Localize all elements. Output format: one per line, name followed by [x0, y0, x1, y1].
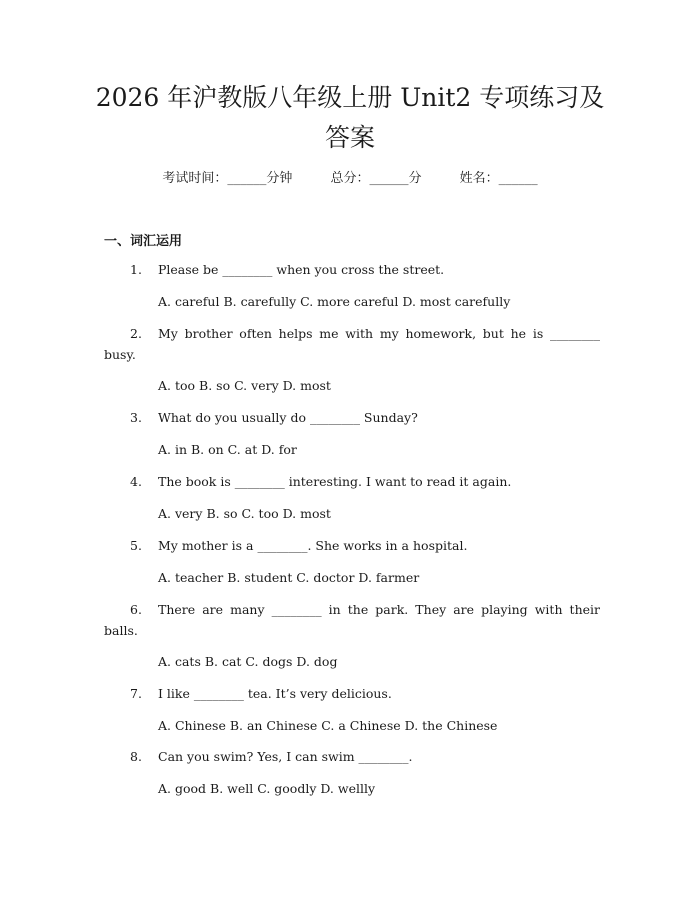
question-text: Please be ________ when you cross the street.: [158, 262, 445, 277]
question-8: [104, 746, 600, 767]
question-text: What do you usually do ________ Sunday?: [158, 410, 418, 425]
question-text: Can you swim? Yes, I can swim ________.: [158, 749, 413, 764]
question-7: [104, 683, 600, 704]
question-number: 4.: [130, 474, 142, 489]
question-2-options: A. too B. so C. very D. most: [158, 378, 331, 393]
question-1-options: A. careful B. carefully C. more careful D. most carefully: [158, 294, 511, 309]
title-line-1: 2026 年沪教版八年级上册 Unit2 专项练习及: [95, 83, 605, 112]
question-number: 3.: [130, 410, 142, 425]
question-6: [104, 599, 600, 641]
question-text: My brother often helps me with my homework, but he is ________ busy.: [104, 326, 600, 362]
question-number: 5.: [130, 538, 142, 553]
question-text: The book is ________ interesting. I want to read it again.: [158, 474, 512, 489]
question-text: There are many ________ in the park. They are playing with their balls.: [104, 602, 600, 638]
question-3-options: A. in B. on C. at D. for: [158, 442, 297, 457]
question-number: 2.: [130, 326, 142, 341]
question-number: 7.: [130, 686, 142, 701]
total-score: 总分：______分: [330, 171, 422, 186]
question-text: My mother is a ________. She works in a hospital.: [158, 538, 468, 553]
question-8-options: A. good B. well C. goodly D. wellly: [158, 781, 376, 796]
section-heading: 一、词汇运用: [104, 234, 183, 249]
title-line-2: 答案: [324, 123, 375, 152]
question-number: 6.: [130, 602, 142, 617]
student-name: 姓名：______: [459, 171, 538, 186]
question-5: [104, 535, 600, 556]
document-title: [60, 78, 640, 158]
question-1: [104, 259, 600, 280]
question-5-options: A. teacher B. student C. doctor D. farmer: [158, 570, 420, 585]
exam-time: 考试时间：______分钟: [162, 171, 293, 186]
question-text: I like ________ tea. It’s very delicious.: [158, 686, 392, 701]
question-4: [104, 471, 600, 492]
question-number: 1.: [130, 262, 142, 277]
question-7-options: A. Chinese B. an Chinese C. a Chinese D. the Chinese: [158, 718, 498, 733]
question-4-options: A. very B. so C. too D. most: [158, 506, 331, 521]
question-2: [104, 323, 600, 365]
question-6-options: A. cats B. cat C. dogs D. dog: [158, 654, 338, 669]
question-3: [104, 407, 600, 428]
question-number: 8.: [130, 749, 142, 764]
exam-info: [0, 167, 700, 186]
